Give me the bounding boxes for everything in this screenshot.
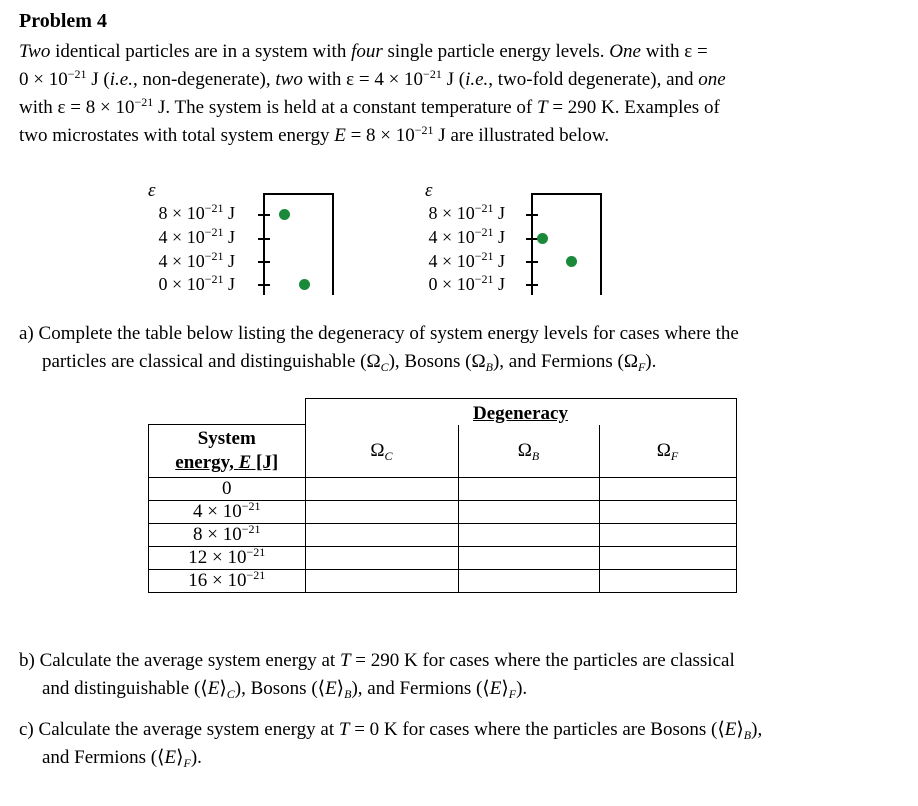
- axis-line: [531, 193, 533, 295]
- level-box: [263, 193, 334, 295]
- omega-b-cell[interactable]: [458, 478, 599, 501]
- part-b-line-2: and distinguishable $(⟨E⟩_C)$, Bosons $(⟨E⟩_B)$, and Fermions $(⟨E⟩_F)$.: [42, 678, 528, 701]
- level-label: $0 \times 10^{-21}$ J: [158, 272, 235, 294]
- problem-title: Problem 4: [19, 10, 107, 32]
- energy-cell: $4 \times 10^{-21}$: [149, 501, 306, 524]
- omega-f-header: $\Omega_F$: [599, 425, 736, 478]
- problem-intro: [19, 38, 879, 150]
- level-box: [531, 193, 602, 295]
- omega-c-cell[interactable]: [305, 547, 458, 570]
- part-a-line-2: particles are classical and distinguishable $(\Omega_C)$, Bosons $(\Omega_B)$, and Fermions $(\Omega_F)$.: [42, 351, 657, 374]
- omega-c-cell[interactable]: [305, 524, 458, 547]
- level-tick: [258, 238, 270, 240]
- part-b-line-1: Calculate the average system energy at T = 290 K for cases where the particles are classical: [39, 650, 735, 671]
- level-tick: [258, 284, 270, 286]
- energy-cell: $12 \times 10^{-21}$: [149, 547, 306, 570]
- epsilon-label: ε: [425, 180, 433, 201]
- part-b-label: b): [19, 650, 35, 671]
- omega-c-cell[interactable]: [305, 501, 458, 524]
- level-tick: [526, 261, 538, 263]
- level-label: $0 \times 10^{-21}$ J: [428, 272, 505, 294]
- part-b-text: [19, 647, 889, 703]
- intro-line-1: Two identical particles are in a system with four single particle energy levels. One with ε =: [19, 41, 708, 62]
- level-label: $8 \times 10^{-21}$ J: [158, 201, 235, 223]
- table-row: [149, 501, 737, 524]
- omega-b-header: $\Omega_B$: [458, 425, 599, 478]
- level-label: $4 \times 10^{-21}$ J: [428, 225, 505, 247]
- part-a-label: a): [19, 323, 34, 344]
- table-row: [149, 570, 737, 593]
- level-label: $4 \times 10^{-21}$ J: [158, 249, 235, 271]
- part-c-line-2: and Fermions $(⟨E⟩_F)$.: [42, 747, 202, 770]
- intro-line-4: two microstates with total system energy $E = 8 \times 10^{-21}$ J are illustrated below.: [19, 123, 610, 146]
- particle: [566, 256, 577, 267]
- degeneracy-table: [148, 398, 737, 593]
- energy-cell: 0: [149, 478, 306, 501]
- particle: [537, 233, 548, 244]
- table-row: [149, 478, 737, 501]
- degeneracy-header: Degeneracy: [305, 399, 736, 425]
- energy-column-header: System energy, E [J]: [149, 425, 306, 478]
- level-label: $4 \times 10^{-21}$ J: [158, 225, 235, 247]
- energy-cell: $8 \times 10^{-21}$: [149, 524, 306, 547]
- level-label: $4 \times 10^{-21}$ J: [428, 249, 505, 271]
- omega-c-cell[interactable]: [305, 478, 458, 501]
- axis-line: [263, 193, 265, 295]
- part-c-line-1: Calculate the average system energy at T = 0 K for cases where the particles are Bosons $(⟨E⟩_B)$,: [38, 719, 763, 742]
- table-row: [149, 547, 737, 570]
- level-label: $8 \times 10^{-21}$ J: [428, 201, 505, 223]
- omega-b-cell[interactable]: [458, 570, 599, 593]
- part-a-text: [19, 320, 889, 376]
- level-tick: [258, 261, 270, 263]
- omega-b-cell[interactable]: [458, 524, 599, 547]
- omega-f-cell[interactable]: [599, 570, 736, 593]
- particle: [279, 209, 290, 220]
- omega-f-cell[interactable]: [599, 524, 736, 547]
- intro-line-3: with $\varepsilon = 8 \times 10^{-21}$ J. The system is held at a constant temperature of T = 290 K. Examples of: [19, 95, 720, 118]
- omega-f-cell[interactable]: [599, 501, 736, 524]
- omega-b-cell[interactable]: [458, 547, 599, 570]
- omega-c-header: $\Omega_C$: [305, 425, 458, 478]
- level-tick: [258, 214, 270, 216]
- omega-f-cell[interactable]: [599, 547, 736, 570]
- energy-cell: $16 \times 10^{-21}$: [149, 570, 306, 593]
- part-a-line-1: Complete the table below listing the degeneracy of system energy levels for cases where the: [38, 323, 739, 344]
- part-c-label: c): [19, 719, 34, 740]
- omega-c-cell[interactable]: [305, 570, 458, 593]
- omega-b-cell[interactable]: [458, 501, 599, 524]
- particle: [299, 279, 310, 290]
- part-c-text: [19, 716, 889, 772]
- epsilon-label: ε: [148, 180, 156, 201]
- level-tick: [526, 214, 538, 216]
- table-row: [149, 524, 737, 547]
- omega-f-cell[interactable]: [599, 478, 736, 501]
- level-tick: [526, 284, 538, 286]
- intro-line-2: $0 \times 10^{-21}$ J (i.e., non-degenerate), two with $\varepsilon = 4 \times 10^{-21}$ J (i.e., two-fold degenerate), and one: [19, 67, 726, 90]
